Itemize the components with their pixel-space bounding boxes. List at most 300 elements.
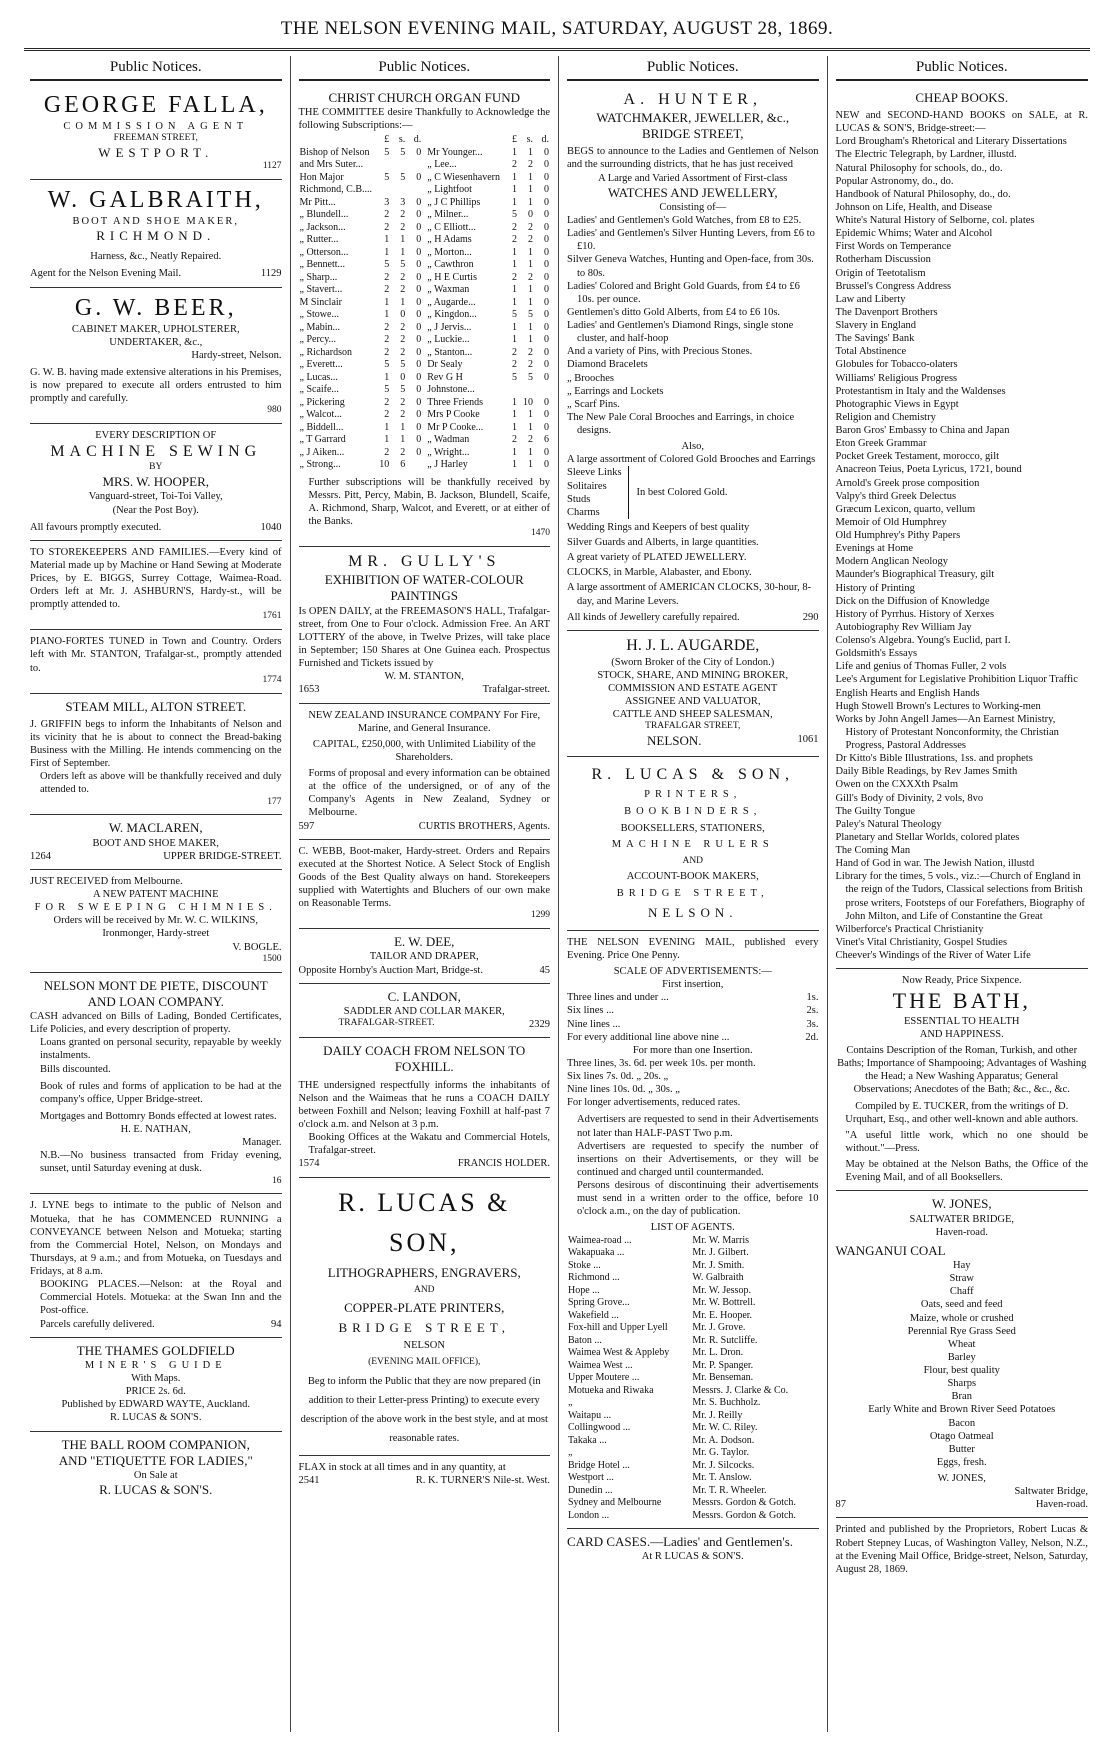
subscriber-name: „ T Garrard [299, 434, 346, 446]
ad-trade: BOOT AND SHOE MAKER, [92, 837, 219, 849]
column-2 [291, 56, 560, 1732]
ad-number: 94 [271, 1318, 282, 1330]
list-item: Otago Oatmeal [929, 1430, 994, 1442]
ad-line: A Large and Varied Assortment of First-class [598, 172, 788, 184]
ad-steam-mill [30, 694, 282, 816]
ad-address: Vanguard-street, Toi-Toi Valley, [88, 491, 223, 503]
amount-cell: 1 [384, 296, 390, 308]
list-item: Modern Anglican Neology [835, 556, 949, 568]
agent-place: Richmond ... [568, 1272, 620, 1284]
subscriber-name: „ Lightfoot [427, 184, 472, 196]
ad-augarde [567, 631, 819, 757]
amount-cell: 1 [512, 409, 517, 421]
ad-intro: NEW and SECOND-HAND BOOKS on SALE, at R. LUCAS & SON'S, Bridge-street:— [835, 110, 1088, 135]
ad-beer [30, 288, 282, 425]
ad-obtain: May be obtained at the Nelson Baths, the Office of the Evening Mail, and of all Booksellers. [845, 1159, 1088, 1184]
ad-paragraph: Book of rules and forms of application to be had at the company's office, Upper Bridge-street. [40, 1080, 282, 1105]
list-item: Oats, seed and feed [920, 1299, 1003, 1311]
amount-cell: 0 [416, 196, 422, 208]
amount-cell: 0 [416, 146, 422, 158]
agent-row [567, 1435, 819, 1448]
amount-cell: 0 [416, 421, 422, 433]
list-item: Silver Guards and Alberts, in large quantities. [567, 537, 759, 548]
ad-paragraph: Bills discounted. [40, 1063, 111, 1075]
ad-more: For more than one Insertion. [632, 1044, 753, 1056]
ad-webb [299, 840, 551, 930]
ad-trade: WATCHMAKER, JEWELLER, &c., [596, 109, 790, 125]
amount-cell: 1 [528, 421, 533, 433]
amount-cell [406, 459, 422, 472]
ad-number: 290 [802, 611, 819, 623]
agent-place: Wakefield ... [568, 1309, 619, 1321]
ad-body: Is OPEN DAILY, at the FREEMASON'S HALL, Trafalgar-street, from One to Four o'clock. Admission Free. An ART LOTTERY of the above, in Twelve Prizes, will take place in September; 150 Shares at One Guinea each. Prospectus Furnished and Tickets issued by [298, 605, 550, 670]
subscription-row [426, 347, 550, 360]
list-item: And a variety of Pins, with Precious Stones. [567, 346, 753, 358]
masthead-title: THE NELSON EVENING MAIL, SATURDAY, AUGUST 28, 1869. [280, 18, 834, 39]
agent-row [567, 1260, 819, 1273]
ad-footer: Further subscriptions will be thankfully received by Messrs. Pitt, Percy, Mabin, B. Jackson, Blundell, Scaife, A. Richmond, Sharp, Walcot, and Everett, or at either of the Banks. [308, 476, 550, 528]
ad-line: WATCHES AND JEWELLERY, [607, 184, 778, 200]
amount-cell: 2 [400, 446, 406, 458]
list-item: Gentlemen's ditto Gold Alberts, from £4 to £6 10s. [567, 306, 781, 318]
ad-line: LITHOGRAPHERS, ENGRAVERS, [327, 1265, 521, 1281]
agent-place: Spring Grove... [568, 1297, 630, 1309]
ad-number: 1299 [531, 910, 550, 921]
ad-line: MINER'S GUIDE [84, 1359, 227, 1371]
ad-pre: Now Ready, Price Sixpence. [901, 975, 1022, 987]
ad-line: PRICE 2s. 6d. [125, 1386, 186, 1398]
currency-cell: £ [384, 134, 390, 146]
amount-cell: 1 [512, 421, 517, 433]
amount-cell: 1 [400, 296, 406, 308]
amount-cell: 1 [512, 196, 517, 208]
subscription-row [299, 297, 423, 310]
amount-cell: 1 [512, 459, 517, 471]
ad-number: 980 [267, 405, 282, 416]
ad-line: COPPER-PLATE PRINTERS, [344, 1299, 505, 1315]
amount-cell: 1 [384, 434, 390, 446]
ad-street: BRIDGE STREET, [641, 126, 744, 141]
list-item: Perennial Rye Grass Seed [907, 1325, 1016, 1337]
ad-number: 1500 [262, 953, 282, 964]
amount-cell: 0 [544, 246, 549, 258]
list-item: Early White and Brown River Seed Potatoes [868, 1404, 1056, 1416]
agent-name: Mr. J. Silcocks. [692, 1459, 755, 1471]
imprint [836, 1518, 1089, 1582]
amount-cell: 1 [528, 446, 533, 458]
list-item: Valpy's third Greek Delectus [835, 490, 957, 502]
ad-number: 2541 [298, 1474, 320, 1486]
subscription-row [299, 147, 423, 172]
subscription-row [299, 359, 423, 372]
subscriber-name: „ Cawthron [427, 259, 474, 271]
list-item: CLOCKS, in Marble, Alabaster, and Ebony. [567, 567, 752, 579]
ad-signature-3: Haven-road. [1035, 1499, 1088, 1511]
agent-place: Westport ... [568, 1472, 614, 1484]
list-item: Globules for Tobacco-olaters [835, 359, 958, 371]
list-item: The New Pale Coral Brooches and Earrings, in choice designs. [567, 411, 795, 436]
ad-evening-mail [567, 931, 819, 1529]
agent-name: Mr. W. Marris [692, 1234, 749, 1246]
subscription-row [426, 459, 550, 472]
subscription-row [426, 222, 550, 235]
amount-cell: 2 [384, 321, 390, 333]
amount-cell: 0 [544, 359, 549, 371]
agent-row [567, 1385, 819, 1398]
amount-cell: 3 [384, 196, 390, 208]
subscriber-name: „ H Adams [427, 234, 472, 246]
ad-address: Trafalgar-street. [482, 684, 550, 696]
subscription-row [426, 409, 550, 422]
amount-cell: 0 [544, 334, 549, 346]
subscriber-name: „ J Jervis... [427, 321, 472, 333]
agent-name: Mr. S. Buchholz. [692, 1397, 761, 1409]
ad-thames [30, 1338, 282, 1432]
ad-line: BRIDGE STREET, [616, 888, 769, 900]
ad-also: Also, [681, 441, 704, 453]
rate-row [567, 1031, 819, 1044]
subscription-row [426, 422, 550, 435]
list-item: Hand of God in war. The Jewish Nation, illustd [835, 858, 1035, 870]
ad-lyne [30, 1194, 282, 1337]
list-item: Owen on the CXXXth Psalm [835, 779, 958, 791]
amount-cell: 1 [512, 334, 517, 346]
ad-number: 1653 [298, 684, 320, 696]
agent-row [567, 1372, 819, 1385]
ad-line: (EVENING MAIL OFFICE), [368, 1356, 481, 1367]
ad-intro: THE NELSON EVENING MAIL, published every Evening. Price One Penny. [567, 936, 819, 961]
list-item: Popular Astronomy, do., do. [835, 175, 954, 187]
ad-number: 1470 [531, 528, 550, 539]
subscriber-name: „ Bennett... [299, 259, 346, 271]
amount-cell: 1 [528, 321, 533, 333]
subscription-row [426, 209, 550, 222]
agent-name: Mr. J. Reilly [692, 1409, 743, 1421]
subscriber-name: „ Jackson... [299, 221, 346, 233]
amount-cell: 0 [544, 209, 549, 221]
ad-line: STOCK, SHARE, AND MINING BROKER, [597, 669, 789, 681]
subscriber-name: „ H E Curtis [427, 271, 477, 283]
agent-place: „ [568, 1397, 573, 1409]
agent-place: Fox-hill and Upper Lyell [568, 1322, 668, 1334]
agent-row [567, 1322, 819, 1335]
agent-place: „ [568, 1447, 573, 1459]
list-item: „ Earrings and Lockets [567, 385, 664, 397]
amount-cell: 1 [384, 421, 390, 433]
list-item: Gill's Body of Divinity, 2 vols, 8vo [835, 792, 984, 804]
ad-body: Beg to inform the Public that they are now prepared (in addition to their Letter-press Printing) to execute every description of the above work in the best style, and at most reasonable rates. [300, 1376, 548, 1444]
amount-cell: 1 [512, 446, 517, 458]
ad-paragraph: BOOKING PLACES.—Nelson: at the Royal and Commercial Hotels. Motueka: at the Swan Inn and the Post-office. [40, 1279, 282, 1317]
ad-trade: CABINET MAKER, UPHOLSTERER, [71, 323, 240, 335]
ad-line: NELSON [403, 1340, 445, 1352]
list-item: Baron Gros' Embassy to China and Japan [835, 425, 1010, 436]
list-item: Religion and Chemistry [835, 411, 936, 423]
column-4 [828, 56, 1097, 1732]
amount-cell: 0 [544, 321, 549, 333]
subscriber-name: Mr P Cooke... [427, 421, 484, 433]
ad-lucas-lithographers [299, 1178, 551, 1456]
ad-number: 1127 [262, 161, 282, 171]
list-item: Maize, whole or crushed [909, 1312, 1014, 1324]
agents-table [567, 1235, 819, 1523]
columns [22, 56, 1096, 1732]
ad-body: G. W. B. having made extensive alterations in his Premises, is now prepared to execute all orders entrusted to him promptly and carefully. [30, 366, 282, 405]
subscription-row [299, 197, 423, 210]
amount-cell: 1 [528, 171, 533, 183]
list-item: Straw [949, 1273, 974, 1285]
ad-ballroom [30, 1432, 282, 1505]
ad-compiled: Compiled by E. TUCKER, from the writings of D. Urquhart, Esq., and other well-known and able authors. [845, 1100, 1079, 1125]
amount-cell: 1 [528, 246, 533, 258]
amount-cell: 2 [400, 271, 406, 283]
amount-cell: 0 [416, 284, 422, 296]
amount-cell: 2 [384, 271, 390, 283]
subscription-row [299, 234, 423, 247]
ad-maclaren [30, 815, 282, 870]
agent-place: Hope ... [568, 1284, 600, 1296]
ad-body-2: Orders left as above will be thankfully received and duly attended to. [40, 771, 282, 796]
agent-place: Bridge Hotel ... [568, 1459, 630, 1471]
ad-name: C. LANDON, [387, 988, 461, 1004]
ad-line: BY [149, 462, 163, 473]
amount-cell: 0 [416, 409, 422, 421]
subscription-row [426, 172, 550, 185]
agent-name: Mr. R. Sutcliffe. [692, 1334, 758, 1346]
subscription-row [299, 209, 423, 222]
list-item: Brussel's Congress Address [835, 280, 952, 292]
subscriber-name: „ Kingdon... [427, 309, 477, 321]
subscriber-name: „ J C Phillips [427, 196, 481, 208]
ad-biggs [30, 541, 282, 631]
list-item: White's Natural History of Selborne, col. plates [835, 215, 1035, 226]
amount-cell: 2 [512, 359, 517, 371]
ad-body: FLAX in stock at all times and in any quantity, at [298, 1461, 506, 1473]
ad-number: 45 [539, 964, 550, 976]
list-item: Butter [948, 1443, 975, 1455]
ad-line: THE BALL ROOM COMPANION, [61, 1436, 250, 1452]
list-item: Rotherham Discussion [835, 254, 931, 266]
ad-number: 597 [298, 820, 315, 832]
subscription-table-left [299, 134, 423, 472]
ad-line: THE THAMES GOLDFIELD [76, 1342, 235, 1358]
ad-body: C. WEBB, Boot-maker, Hardy-street. Orders and Repairs executed at the Shortest Notice. A Select Stock of English Goods of the Best Quality always on hand. Storekeepers supplied with Watertights and Bluchers of our own make on Reasonable Terms. [298, 845, 550, 910]
list-item: Handbook of Natural Philosophy, do., do. [835, 188, 1011, 200]
list-item: Planetary and Stellar Worlds, colored plates [835, 831, 1020, 843]
amount-cell: 0 [544, 171, 549, 183]
rate-value: 1s. [806, 992, 819, 1004]
rates-list-2 [567, 1057, 819, 1110]
ad-line: (Sworn Broker of the City of London.) [611, 656, 775, 668]
amount-cell: 6 [400, 459, 406, 471]
ad-line: AND [413, 1285, 435, 1296]
amount-cell: 1 [528, 184, 533, 196]
ad-line: AND [682, 856, 704, 867]
agent-name: Mr. J. Gilbert. [692, 1247, 749, 1259]
agent-name: Mr. W. C. Riley. [692, 1422, 758, 1434]
list-item: The Coming Man [835, 845, 911, 856]
ad-note: Harness, &c., Neatly Repaired. [90, 251, 222, 263]
list-item: Wheat [948, 1338, 976, 1350]
amount-cell: 0 [544, 284, 549, 296]
ad-signature: H. E. NATHAN, [120, 1124, 191, 1135]
list-item: Protestantism in Italy and the Waldenses [835, 385, 1006, 397]
ad-quote: "A useful little work, which no one should be without."—Press. [845, 1129, 1088, 1154]
ad-paragraph: Mortgages and Bottomry Bonds effected at lowest rates. [40, 1110, 277, 1122]
agent-name: Mr. G. Taylor. [692, 1447, 749, 1459]
amount-cell: 0 [416, 296, 422, 308]
subscriber-name: „ Lee... [427, 159, 457, 171]
currency-cell: d. [413, 134, 422, 146]
jewellery-list [567, 214, 819, 437]
subscription-row [426, 447, 550, 460]
agent-row [567, 1335, 819, 1348]
subscriber-name: Bishop of Nelson and Mrs Suter... [299, 146, 370, 171]
ad-line: Haven-road. [935, 1226, 988, 1238]
subscriber-name: „ Wright... [427, 446, 470, 458]
ad-address-2: (Near the Post Boy). [112, 504, 199, 516]
subscription-row [426, 397, 550, 410]
subscription-row [299, 259, 423, 272]
amount-cell: 2 [384, 334, 390, 346]
ad-hunter [567, 85, 819, 631]
brace-item: Charms [567, 506, 600, 518]
amount-cell: 1 [384, 371, 390, 383]
book-list [836, 135, 1089, 962]
list-item: Library for the times, 5 vols., viz.:—Church of England in the reign of the Tudors, Classical selections from British prose writers, Footsteps of our Forefathers, Biography of John Milton, and Life of Constantine the Great [835, 871, 1085, 922]
agent-row [567, 1272, 819, 1285]
amount-cell: 1 [528, 284, 533, 296]
ad-heading: CHRIST CHURCH ORGAN FUND [328, 89, 521, 105]
list-item: The Guilty Tongue [835, 805, 916, 817]
ad-signature: W. JONES, [937, 1473, 986, 1484]
ad-line: BRIDGE STREET, [338, 1320, 511, 1336]
subscription-row [426, 147, 550, 160]
subscriber-name: „ Everett... [299, 359, 343, 371]
ad-name: MRS. W. HOOPER, [102, 474, 210, 490]
brace-item: Sleeve Links [567, 467, 622, 479]
ad-line: FOR SWEEPING CHIMNIES. [34, 902, 277, 914]
column-heading: Public Notices. [836, 56, 1089, 81]
list-item: Slavery in England [835, 320, 916, 331]
amount-cell: 5 [384, 384, 390, 396]
amount-cell: 2 [528, 234, 533, 246]
agent-row [567, 1347, 819, 1360]
amount-cell: 10 [523, 396, 533, 408]
ad-first: First insertion, [662, 979, 724, 991]
ad-heading: CHEAP BOOKS. [915, 89, 1009, 105]
ad-trade: BOOT AND SHOE MAKER, [72, 215, 239, 227]
agent-place: Baton ... [568, 1334, 602, 1346]
agent-name: Mr. T. Anslow. [692, 1472, 752, 1484]
list-item: „ Brooches [567, 372, 614, 384]
amount-cell: 2 [512, 434, 517, 446]
column-3 [559, 56, 828, 1732]
list-item: Natural Philosophy for schools, do., do. [835, 162, 1003, 174]
subscription-row [299, 309, 423, 322]
rate-value: 3s. [806, 1018, 819, 1030]
list-item: Anacreon Teius, Poeta Lyricus, 1721, bound [835, 464, 1022, 476]
ad-name: W. GALBRAITH, [47, 186, 264, 213]
subscriber-name: „ Augarde... [427, 296, 476, 308]
subscriber-name: „ Strong... [299, 459, 341, 471]
ad-coach [299, 1038, 551, 1177]
amount-cell: 0 [528, 209, 533, 221]
amount-cell: 0 [416, 434, 422, 446]
subscription-row [299, 222, 423, 235]
ad-line: NELSON. [647, 905, 738, 921]
list-item: Chaff [949, 1286, 974, 1298]
ad-name: W. JONES, [931, 1196, 992, 1212]
subscriber-name: „ Biddell... [299, 421, 344, 433]
amount-cell: 2 [528, 159, 533, 171]
subscription-row [426, 247, 550, 260]
amount-cell: 0 [416, 359, 422, 371]
agent-row [567, 1510, 819, 1523]
subscriber-name: „ Richardson [299, 346, 352, 358]
subscriber-name: Dr Sealy [427, 359, 463, 371]
ad-address: TRAFALGAR-STREET. [338, 1018, 435, 1028]
subscription-row [299, 384, 423, 397]
ad-heading: NELSON MONT DE PIETE, DISCOUNT AND LOAN COMPANY. [43, 977, 268, 1009]
currency-header [426, 134, 550, 147]
ad-line: A NEW PATENT MACHINE [92, 889, 219, 900]
rate-value: 2d. [805, 1031, 819, 1043]
amount-cell: 2 [384, 396, 390, 408]
subscription-row [299, 372, 423, 385]
amount-cell: 1 [528, 259, 533, 271]
subscription-table-right [426, 134, 550, 472]
currency-cell: d. [541, 134, 549, 146]
ad-footer: All favours promptly executed. [30, 521, 162, 533]
column-heading: Public Notices. [567, 56, 819, 81]
column-heading: Public Notices. [299, 56, 551, 81]
ad-trade-2: UNDERTAKER, &c., [109, 336, 203, 348]
amount-cell: 0 [544, 196, 549, 208]
amount-cell: 0 [416, 271, 422, 283]
list-item: Total Abstinence [835, 346, 907, 358]
amount-cell: 0 [416, 384, 422, 396]
list-item: The Savings' Bank [835, 333, 915, 345]
ad-line: BOOKSELLERS, STATIONERS, [620, 822, 765, 834]
ad-number: 1774 [262, 674, 282, 685]
list-item: Flour, best quality [923, 1365, 1000, 1376]
amount-cell: 0 [416, 334, 422, 346]
ad-line: EVERY DESCRIPTION OF [95, 430, 217, 442]
list-item: Wilberforce's Practical Christianity [835, 923, 984, 935]
agent-name: Mr. E. Hooper. [692, 1309, 753, 1321]
ad-footer: All kinds of Jewellery carefully repaired. [567, 611, 740, 623]
amount-cell: 2 [528, 271, 533, 283]
subscriber-name: „ Stowe... [299, 309, 339, 321]
ad-line: CATTLE AND SHEEP SALESMAN, [612, 709, 773, 721]
subscription-row [299, 284, 423, 297]
ad-insurance [299, 704, 551, 840]
amount-cell: 2 [400, 409, 406, 421]
list-item: Memoir of Old Humphrey [835, 516, 947, 528]
amount-cell: 5 [384, 171, 390, 183]
list-item: Autobiography Rev William Jay [835, 621, 972, 633]
amount-cell: 0 [544, 296, 549, 308]
list-item: Williams' Religious Progress [835, 372, 958, 384]
ad-jones [836, 1191, 1089, 1518]
amount-cell: 0 [544, 396, 549, 408]
agent-row [567, 1297, 819, 1310]
amount-cell: 5 [384, 259, 390, 271]
amount-cell: 0 [544, 271, 549, 283]
amount-cell: 2 [512, 346, 517, 358]
subscription-row [299, 322, 423, 335]
